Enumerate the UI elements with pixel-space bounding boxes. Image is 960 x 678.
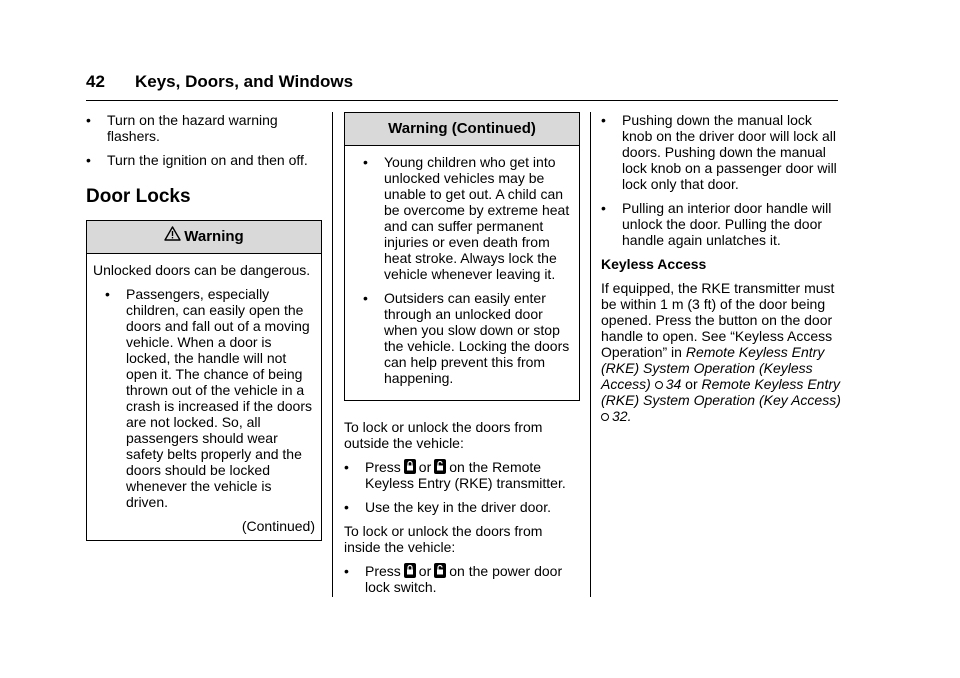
subheading: Keyless Access	[601, 256, 707, 272]
list-item: • Outsiders can easily enter through an unlocked door when you slow down or stop the vehicle. Locking the doors can help prevent this from happening.	[363, 290, 570, 386]
bullet-glyph: •	[344, 459, 349, 475]
bullet-glyph: •	[363, 154, 368, 170]
column-divider	[590, 112, 591, 597]
page-reference[interactable]: 32	[612, 408, 628, 424]
bullet-glyph: •	[344, 563, 349, 579]
bullet-glyph: •	[105, 286, 110, 302]
page-number: 42	[86, 72, 105, 91]
list-item: • Passengers, especially children, can easily open the doors and fall out of a moving vehicle. When a door is locked, the handle will not open it. The chance of being thrown out of the vehicle in a crash is increased if the doors are not locked. So, all passengers should wear safety belts properly and the doors should be locked whenever the vehicle is driven.	[105, 286, 312, 510]
bullet-glyph: •	[344, 499, 349, 515]
warning-box	[344, 112, 580, 401]
warning-title: Warning	[184, 228, 244, 245]
warning-body	[345, 146, 579, 400]
warning-body	[87, 254, 321, 540]
list-item: • Pushing down the manual lock knob on the driver door will lock all doors. Pushing down the manual lock knob on a passenger door will lock only that door.	[601, 112, 837, 192]
section-heading: Door Locks	[86, 186, 191, 207]
bullet-glyph: •	[86, 152, 91, 168]
paragraph: If equipped, the RKE transmitter must be within 1 m (3 ft) of the door being opened. Press the button on the door handle to open. See “Keyless Access Operation” in Remote Keyless Entry (RKE) System Operation (Keyless Access) 34 or Remote Keyless Entry (RKE) System Operation (Key Access) 32.	[601, 280, 841, 424]
unlock-icon	[434, 459, 446, 474]
column-1	[86, 112, 322, 541]
page-reference-icon	[601, 413, 609, 421]
bullet-glyph: •	[601, 112, 606, 128]
list-item: • Use the key in the driver door.	[344, 499, 551, 515]
warning-intro: Unlocked doors can be dangerous.	[93, 262, 311, 278]
list-item: • Turn the ignition on and then off.	[86, 152, 308, 168]
column-2	[344, 112, 580, 603]
lock-icon	[404, 459, 416, 474]
list-item: • Press or on the power door lock switch.	[344, 563, 563, 595]
paragraph: To lock or unlock the doors from outside the vehicle:	[344, 419, 543, 451]
warning-title: Warning (Continued)	[388, 120, 536, 137]
page-reference[interactable]: 34	[665, 376, 682, 392]
unlock-icon	[434, 563, 446, 578]
cross-reference-link[interactable]: Remote Keyless Entry (RKE) System Operation (Key Access)	[601, 376, 841, 408]
page-header	[86, 72, 838, 101]
column-3	[601, 112, 841, 432]
warning-box	[86, 220, 322, 541]
column-divider	[332, 112, 333, 597]
lock-icon	[404, 563, 416, 578]
warning-header	[87, 221, 321, 254]
paragraph: To lock or unlock the doors from inside the vehicle:	[344, 523, 543, 555]
warning-header	[345, 113, 579, 146]
page-reference-icon	[655, 381, 663, 389]
list-item: • Young children who get into unlocked vehicles may be unable to get out. A child can be overcome by extreme heat and can suffer permanent injuries or even death from heat stroke. Always lock the vehicle whenever leaving it.	[363, 154, 570, 282]
warning-triangle-icon	[164, 221, 181, 253]
list-item: • Pulling an interior door handle will unlock the door. Pulling the door handle again unlatches it.	[601, 200, 832, 248]
bullet-glyph: •	[363, 290, 368, 306]
cross-reference-link[interactable]: Remote Keyless Entry (RKE) System Operation (Keyless Access)	[601, 344, 825, 392]
list-item: • Turn on the hazard warning flashers.	[86, 112, 278, 144]
list-item: • Press or on the Remote Keyless Entry (RKE) transmitter.	[344, 459, 566, 491]
bullet-glyph: •	[86, 112, 91, 128]
section-title: Keys, Doors, and Windows	[135, 72, 354, 91]
bullet-glyph: •	[601, 200, 606, 216]
continued-label: (Continued)	[241, 518, 315, 534]
